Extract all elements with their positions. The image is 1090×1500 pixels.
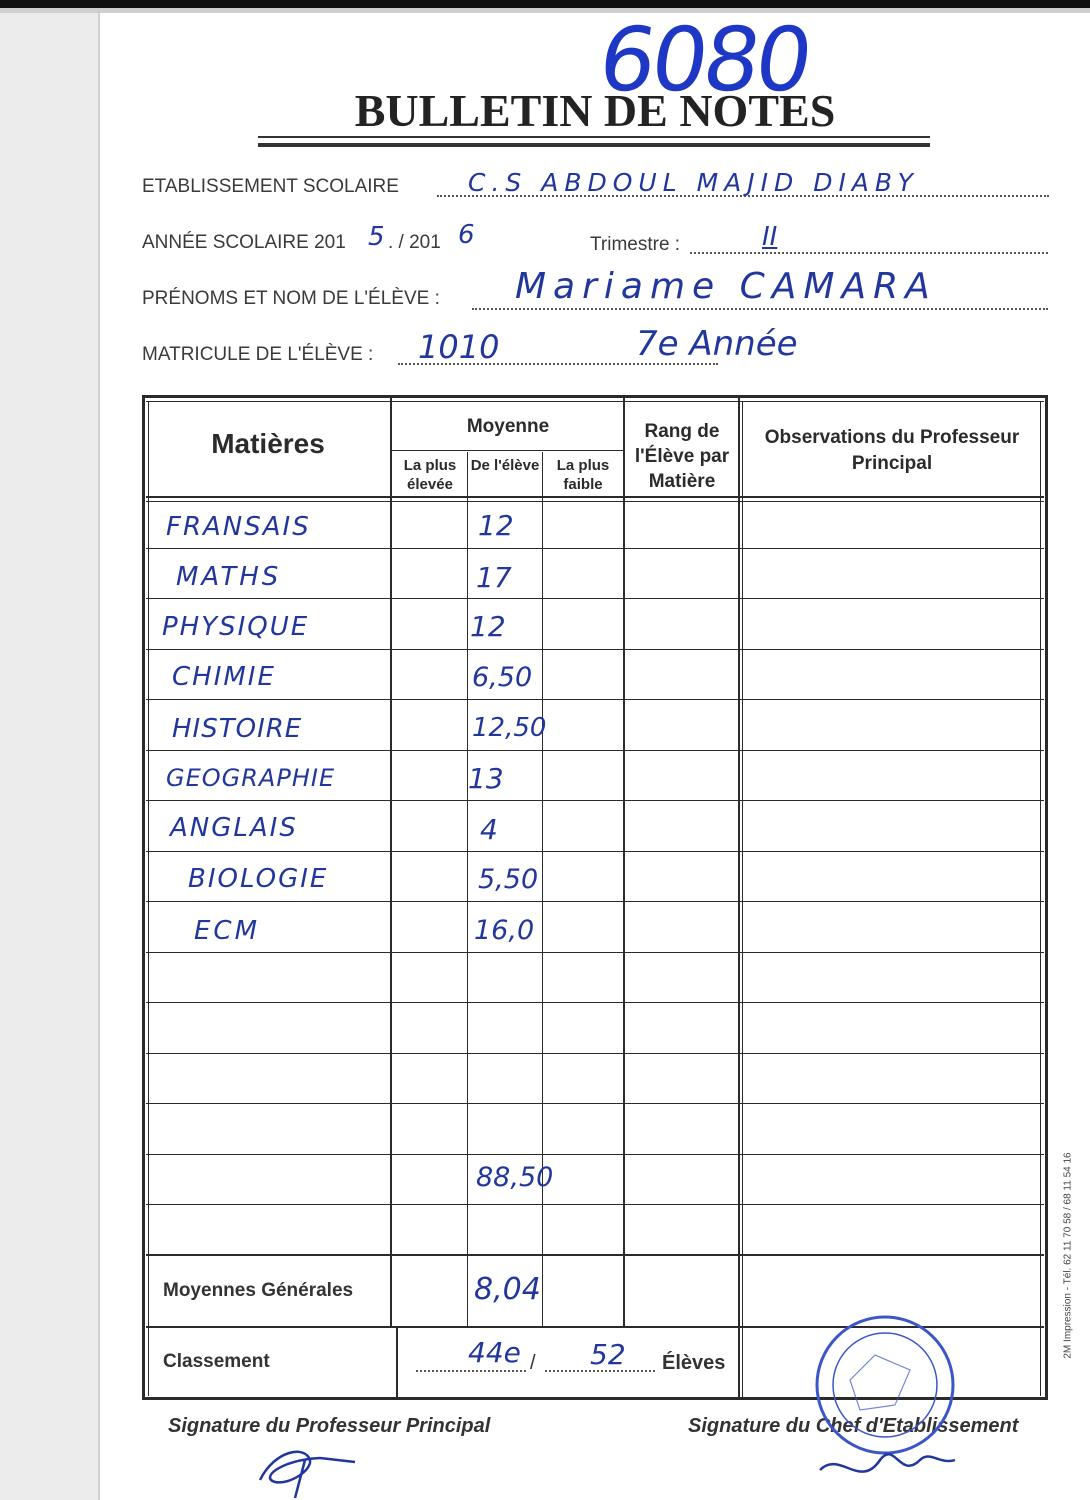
row-line [146, 1002, 1044, 1003]
scan-top-border [0, 0, 1090, 8]
row-line [146, 548, 1044, 549]
annee-scolaire-value-end: 6 [458, 220, 475, 250]
subject-cell: ANGLAIS [170, 813, 298, 843]
subject-cell: BIOLOGIE [188, 864, 329, 894]
eleve-name-value: Mariame CAMARA [515, 266, 937, 307]
grade-cell: 12,50 [472, 713, 547, 743]
row-line [146, 1204, 1044, 1205]
table-top-border [142, 395, 1048, 398]
rank-separator: / [530, 1352, 536, 1374]
header-moyenne: Moyenne [466, 416, 550, 437]
classe-value: 7e Année [636, 324, 798, 364]
subject-cell: HISTOIRE [172, 714, 303, 744]
reference-number: 6080 [592, 8, 816, 111]
classement-split-line [396, 1328, 398, 1398]
header-la-plus-elevee: La plus élevée [403, 457, 457, 493]
scan-page-edge [0, 0, 100, 1500]
col-line-faible [623, 398, 625, 1328]
class-size-value: 52 [590, 1338, 626, 1371]
header-la-plus-faible: La plus faible [556, 457, 610, 493]
row-line-thick [146, 1254, 1044, 1256]
trimestre-label: Trimestre : [590, 234, 681, 255]
table-right-border [1045, 395, 1048, 1400]
col-line-eleve [542, 452, 543, 1328]
annee-scolaire-label-end: . / 201 [388, 232, 441, 253]
grade-cell: 6,50 [472, 662, 533, 693]
title-underline [258, 136, 930, 138]
trimestre-dotted-line [690, 252, 1048, 254]
header-bottom-line [146, 496, 1044, 498]
header-de-l-eleve: De l'élève [470, 457, 540, 474]
eleves-label: Élèves [662, 1352, 726, 1374]
row-line [146, 851, 1044, 852]
rank-value: 44e [468, 1336, 521, 1369]
subject-cell: FRANSAIS [166, 512, 311, 542]
subject-cell: CHIMIE [172, 662, 276, 692]
subject-cell: ECM [194, 916, 261, 946]
matricule-label: MATRICULE DE L'ÉLÈVE : [142, 344, 374, 365]
grade-cell: 12 [470, 610, 506, 643]
printer-imprint-text: 2M Impression - Tél. 62 11 70 58 / 68 11 54 16 [1062, 1152, 1074, 1359]
printer-imprint [1058, 1145, 1078, 1375]
row-line [146, 800, 1044, 801]
etablissement-label: ETABLISSEMENT SCOLAIRE [142, 176, 399, 197]
subject-cell: MATHS [176, 562, 282, 592]
rank-dotted-line [416, 1370, 526, 1372]
grade-cell: 17 [476, 561, 512, 594]
table-left-border [142, 395, 145, 1400]
row-line [146, 952, 1044, 953]
professeur-signature [250, 1440, 370, 1500]
annee-scolaire-value-start: 5 [368, 222, 385, 252]
header-bottom-line-inner [146, 501, 1044, 502]
row-line [146, 1154, 1044, 1155]
subject-cell: GEOGRAPHIE [166, 764, 336, 792]
row-line [146, 699, 1044, 700]
row-line [146, 598, 1044, 599]
header-matieres: Matières [211, 428, 325, 459]
matricule-value: 1010 [418, 328, 500, 366]
row-line [146, 1103, 1044, 1104]
row-line [146, 1053, 1044, 1054]
row-line [146, 750, 1044, 751]
row-line [146, 649, 1044, 650]
grade-cell: 12 [478, 509, 514, 542]
eleve-name-dotted-line [472, 308, 1048, 310]
header-rang: Rang de l'Élève par Matière [634, 421, 730, 492]
moyenne-subheader-line [392, 450, 624, 451]
scan-top-shadow [0, 8, 1090, 13]
grade-cell: 13 [468, 762, 504, 795]
title-underline-thick [258, 143, 930, 147]
moyennes-generales-label: Moyennes Générales [163, 1280, 354, 1301]
document-title: BULLETIN DE NOTES [354, 85, 836, 136]
row-line [146, 901, 1044, 902]
table-left-border-inner [148, 401, 149, 1396]
header-observations: Observations du Professeur Principal [764, 427, 1020, 474]
school-stamp-seal [800, 1310, 975, 1500]
col-line-matieres [390, 398, 392, 1328]
moyenne-generale-value: 8,04 [474, 1272, 541, 1307]
col-line-elevee [467, 452, 468, 1328]
eleve-name-label: PRÉNOMS ET NOM DE L'ÉLÈVE : [142, 288, 440, 309]
col-line-rang-inner [742, 402, 743, 1397]
trimestre-value: II [762, 222, 778, 252]
table-right-border-inner [1040, 401, 1041, 1396]
signature-chef-label: Signature du Chef d'Etablissement [688, 1415, 1019, 1437]
subject-cell: PHYSIQUE [162, 612, 310, 642]
annee-scolaire-label-start: ANNÉE SCOLAIRE 201 [142, 232, 346, 253]
classement-label: Classement [163, 1351, 270, 1372]
signature-professeur-label: Signature du Professeur Principal [168, 1415, 491, 1437]
etablissement-value: C.S ABDOUL MAJID DIABY [468, 168, 919, 197]
table-top-border-inner [146, 401, 1044, 402]
grade-cell: 4 [480, 813, 498, 846]
grade-cell: 5,50 [478, 864, 539, 895]
total-points-value: 88,50 [476, 1162, 554, 1193]
grade-cell: 16,0 [474, 915, 535, 946]
